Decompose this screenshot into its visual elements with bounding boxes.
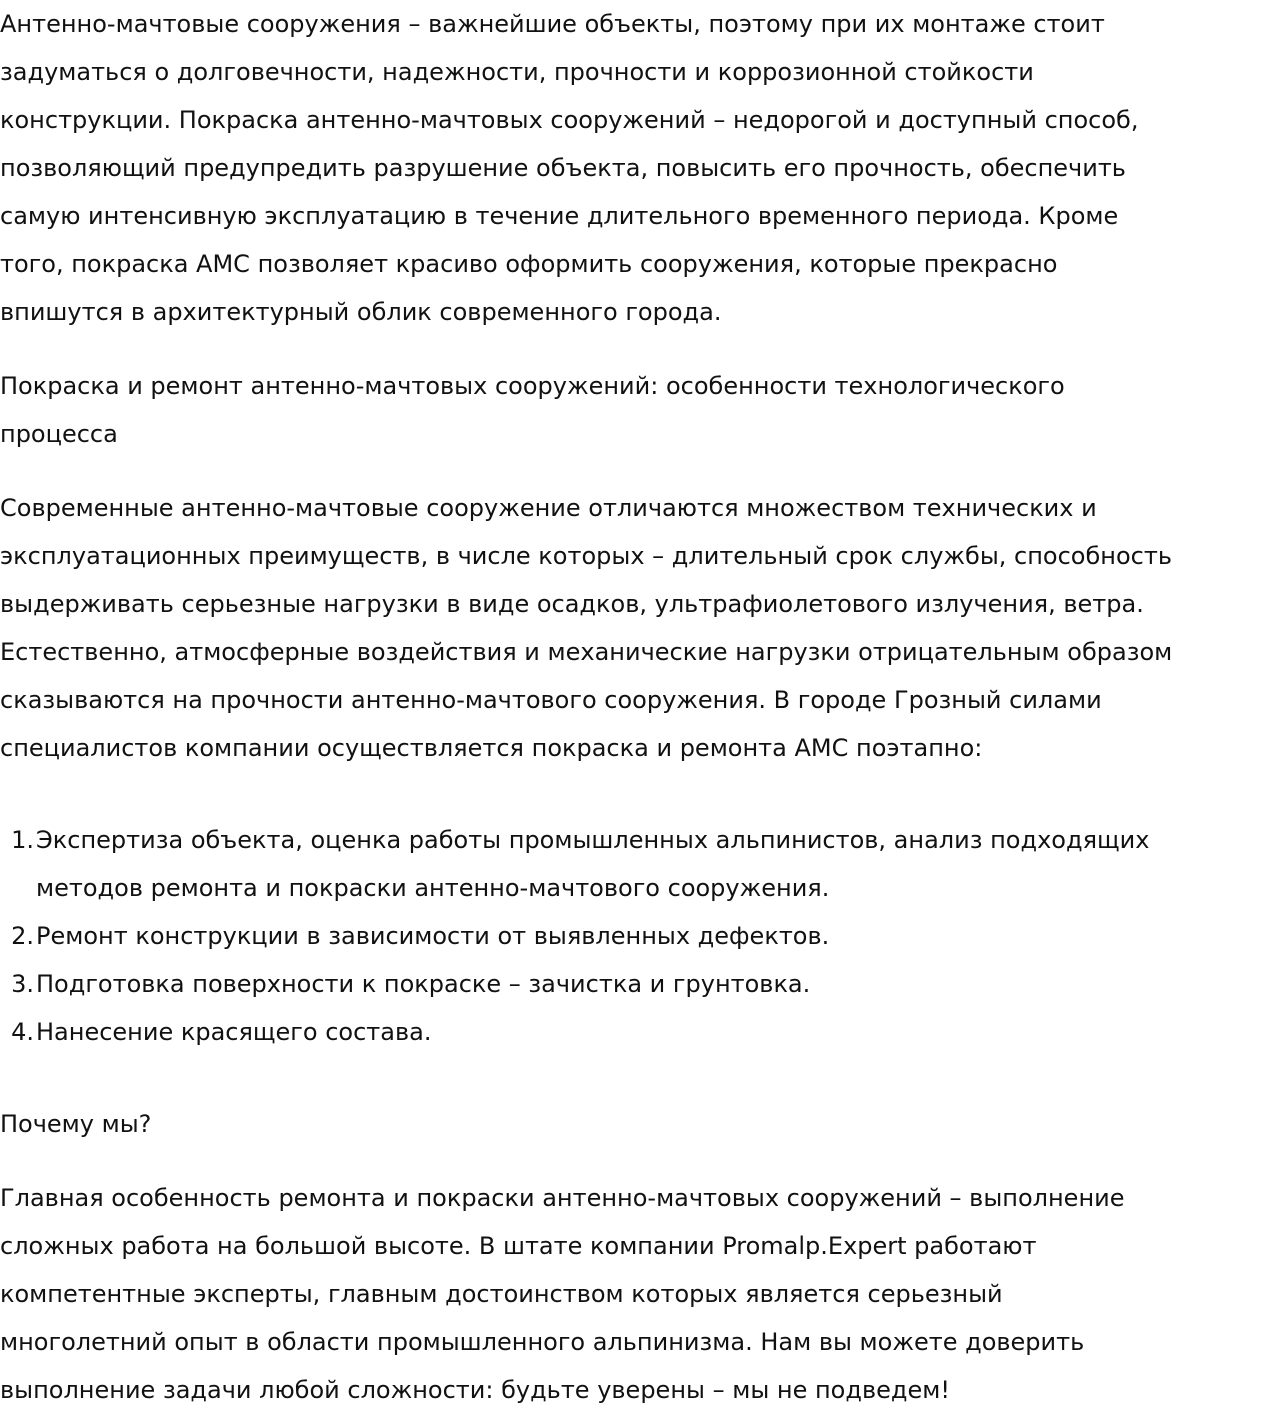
list-item <box>0 960 1270 1008</box>
text-line: Главная особенность ремонта и покраски антенно-мачтовых сооружений – выполнение <box>0 1184 1125 1212</box>
spacer <box>0 458 1270 484</box>
list-item <box>0 912 1270 960</box>
text-line: конструкции. Покраска антенно-мачтовых сооружений – недорогой и доступный способ, <box>0 106 1139 134</box>
step-text: Подготовка поверхности к покраске – зачистка и грунтовка. <box>36 970 811 998</box>
list-item <box>0 816 1270 912</box>
text-line: многолетний опыт в области промышленного альпинизма. Нам вы можете доверить <box>0 1328 1085 1356</box>
text-line: сложных работа на большой высоте. В штате компании Promalp.Expert работают <box>0 1232 1037 1260</box>
text-line: того, покраска АМС позволяет красиво оформить сооружения, которые прекрасно <box>0 250 1058 278</box>
section-heading-why-us <box>0 1100 1270 1148</box>
text-line: Современные антенно-мачтовые сооружение отличаются множеством технических и <box>0 494 1097 522</box>
process-paragraph <box>0 484 1270 772</box>
step-text: Экспертиза объекта, оценка работы промышленных альпинистов, анализ подходящих <box>36 826 1150 854</box>
step-number: 3. <box>11 970 34 998</box>
step-text: Нанесение красящего состава. <box>36 1018 432 1046</box>
text-line: выполнение задачи любой сложности: будьте уверены – мы не подведем! <box>0 1376 950 1404</box>
step-number: 1. <box>11 826 34 854</box>
steps-list <box>0 816 1270 1056</box>
text-line: задуматься о долговечности, надежности, прочности и коррозионной стойкости <box>0 58 1034 86</box>
text-line: эксплуатационных преимуществ, в числе которых – длительный срок службы, способность <box>0 542 1172 570</box>
spacer <box>0 1056 1270 1100</box>
why-us-paragraph <box>0 1174 1270 1414</box>
spacer <box>0 1148 1270 1174</box>
text-line: Естественно, атмосферные воздействия и механические нагрузки отрицательным образом <box>0 638 1173 666</box>
text-line: выдерживать серьезные нагрузки в виде осадков, ультрафиолетового излучения, ветра. <box>0 590 1144 618</box>
text-line: впишутся в архитектурный облик современного города. <box>0 298 722 326</box>
heading-line: Покраска и ремонт антенно-мачтовых сооружений: особенности технологического <box>0 372 1065 400</box>
step-number: 4. <box>11 1018 34 1046</box>
spacer <box>0 336 1270 362</box>
heading-line: Почему мы? <box>0 1110 152 1138</box>
list-item <box>0 1008 1270 1056</box>
text-line: самую интенсивную эксплуатацию в течение длительного временного периода. Кроме <box>0 202 1119 230</box>
intro-paragraph <box>0 0 1270 336</box>
step-number: 2. <box>11 922 34 950</box>
section-heading-process <box>0 362 1270 458</box>
text-line: позволяющий предупредить разрушение объекта, повысить его прочность, обеспечить <box>0 154 1126 182</box>
step-text: Ремонт конструкции в зависимости от выявленных дефектов. <box>36 922 830 950</box>
heading-line: процесса <box>0 420 118 448</box>
spacer <box>0 772 1270 816</box>
text-line: компетентные эксперты, главным достоинством которых является серьезный <box>0 1280 1003 1308</box>
step-text: методов ремонта и покраски антенно-мачтового сооружения. <box>36 874 830 902</box>
text-line: специалистов компании осуществляется покраска и ремонта АМС поэтапно: <box>0 734 983 762</box>
text-line: сказываются на прочности антенно-мачтового сооружения. В городе Грозный силами <box>0 686 1102 714</box>
text-line: Антенно-мачтовые сооружения – важнейшие объекты, поэтому при их монтаже стоит <box>0 10 1105 38</box>
